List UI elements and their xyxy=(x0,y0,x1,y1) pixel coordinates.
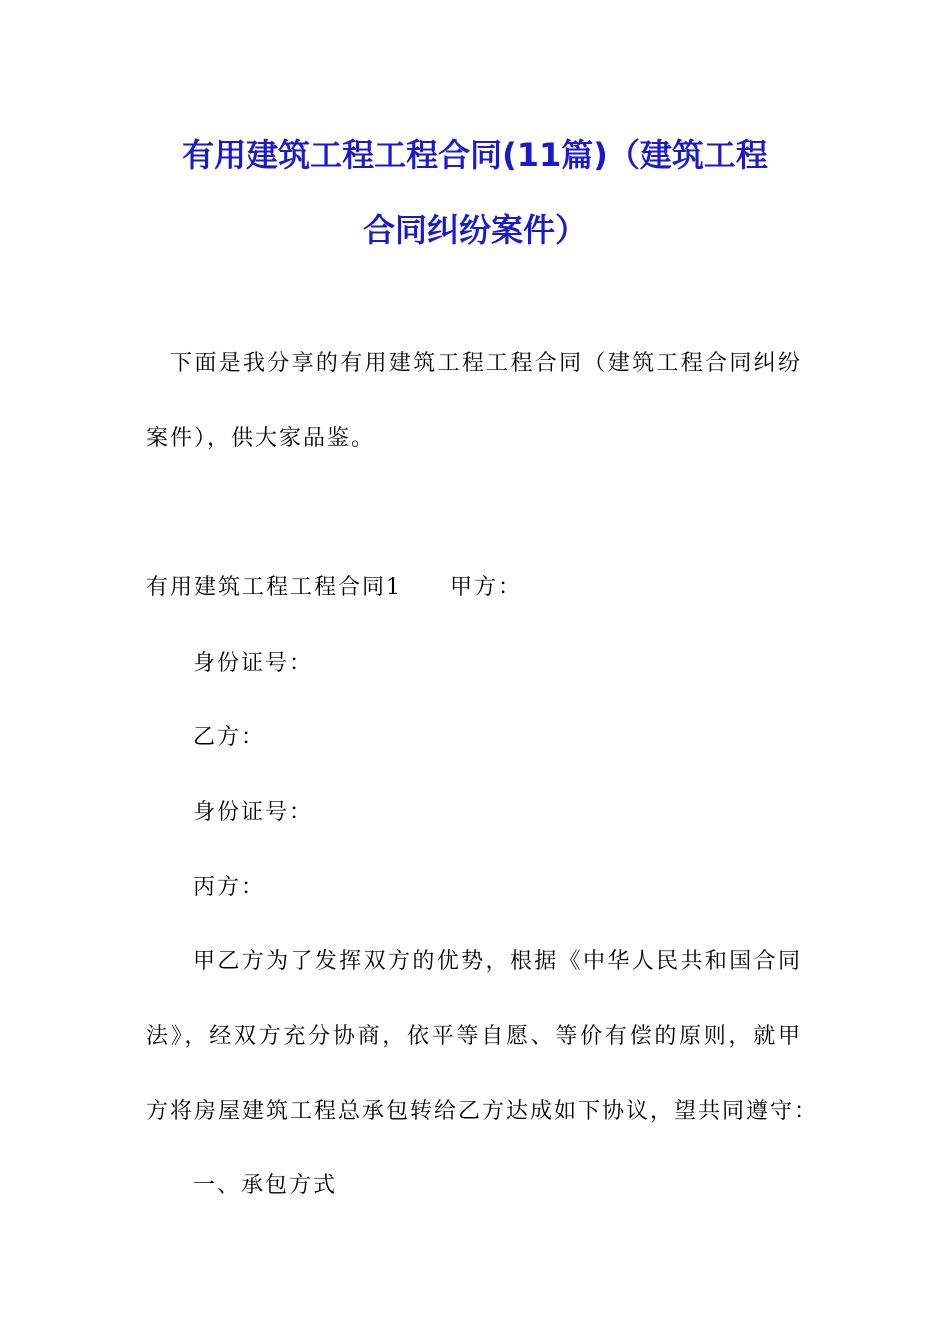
party-c-label: 丙方： xyxy=(193,875,266,900)
section-1-heading: 有用建筑工程工程合同1 甲方： xyxy=(146,575,522,600)
party-b-label: 乙方： xyxy=(193,725,266,750)
document-title-line-1: 有用建筑工程工程合同(11篇)（建筑工程 xyxy=(182,136,768,174)
agreement-paragraph-line-1: 甲乙方为了发挥双方的优势，根据《中华人民共和国合同 xyxy=(193,949,802,974)
agreement-paragraph-line-2: 法》，经双方充分协商，依平等自愿、等价有偿的原则，就甲 xyxy=(146,1024,802,1049)
document-title-line-2: 合同纠纷案件） xyxy=(362,211,587,249)
intro-line-2: 案件），供大家品鉴。 xyxy=(146,426,376,451)
intro-line-1: 下面是我分享的有用建筑工程工程合同（建筑工程合同纠纷 xyxy=(170,351,802,376)
agreement-paragraph-line-3: 方将房屋建筑工程总承包转给乙方达成如下协议，望共同遵守： xyxy=(146,1099,819,1124)
party-a-id-label: 身份证号： xyxy=(193,651,314,676)
clause-1-heading: 一、承包方式 xyxy=(193,1173,338,1198)
party-b-id-label: 身份证号： xyxy=(193,800,314,825)
